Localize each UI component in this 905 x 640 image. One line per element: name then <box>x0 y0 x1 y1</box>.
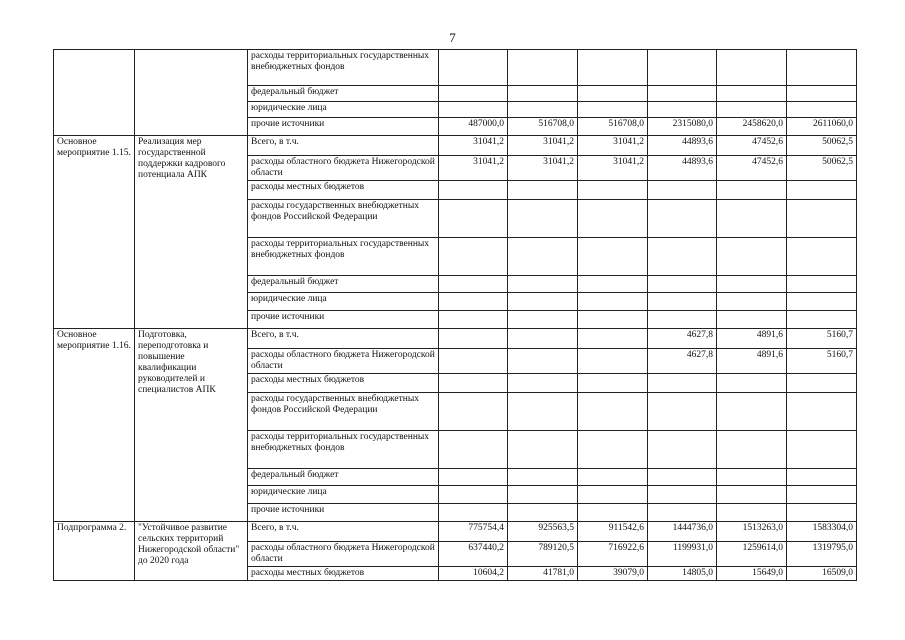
funding-source-label: расходы государственных внебюджетных фондов Российской Федерации <box>248 200 439 238</box>
funding-source-label: Всего, в т.ч. <box>248 522 439 542</box>
value-cell: 716922,6 <box>578 542 648 567</box>
funding-source-label: расходы территориальных государственных внебюджетных фондов <box>248 431 439 469</box>
value-cell <box>439 200 508 238</box>
value-cell <box>578 238 648 276</box>
value-cell <box>787 486 857 504</box>
value-cell <box>787 276 857 293</box>
value-cell <box>787 393 857 431</box>
value-cell <box>578 86 648 102</box>
value-cell <box>648 311 717 329</box>
funding-source-label: юридические лица <box>248 486 439 504</box>
value-cell: 1259614,0 <box>717 542 787 567</box>
value-cell <box>578 349 648 374</box>
funding-source-label: прочие источники <box>248 504 439 522</box>
funding-source-label: федеральный бюджет <box>248 86 439 102</box>
value-cell: 39079,0 <box>578 567 648 581</box>
value-cell <box>439 102 508 118</box>
value-cell <box>717 276 787 293</box>
funding-source-label: расходы территориальных государственных внебюджетных фондов <box>248 50 439 86</box>
value-cell <box>508 102 578 118</box>
value-cell <box>439 50 508 86</box>
value-cell: 775754,4 <box>439 522 508 542</box>
value-cell <box>578 293 648 311</box>
value-cell: 516708,0 <box>508 118 578 136</box>
value-cell <box>508 200 578 238</box>
value-cell <box>508 486 578 504</box>
value-cell <box>717 504 787 522</box>
funding-source-label: расходы областного бюджета Нижегородской области <box>248 542 439 567</box>
value-cell <box>578 311 648 329</box>
value-cell <box>508 469 578 486</box>
funding-source-label: расходы областного бюджета Нижегородской области <box>248 349 439 374</box>
activity-code: Основное мероприятие 1.16. <box>54 329 135 522</box>
value-cell: 1444736,0 <box>648 522 717 542</box>
value-cell <box>439 469 508 486</box>
value-cell: 2315080,0 <box>648 118 717 136</box>
activity-title: Подготовка, переподготовка и повышение квалификации руководителей и специалистов АПК <box>135 329 248 522</box>
value-cell <box>439 393 508 431</box>
value-cell: 47452,6 <box>717 156 787 181</box>
value-cell <box>508 329 578 349</box>
activity-title: Реализация мер государственной поддержки кадрового потенциала АПК <box>135 136 248 329</box>
activity-title-cell <box>135 50 248 136</box>
value-cell <box>439 504 508 522</box>
table-row <box>54 522 857 542</box>
value-cell <box>578 374 648 393</box>
activity-code: Основное мероприятие 1.15. <box>54 136 135 329</box>
value-cell <box>787 431 857 469</box>
funding-source-label: Всего, в т.ч. <box>248 136 439 156</box>
value-cell <box>717 431 787 469</box>
value-cell: 1513263,0 <box>717 522 787 542</box>
value-cell: 4627,8 <box>648 349 717 374</box>
value-cell <box>439 238 508 276</box>
value-cell: 31041,2 <box>439 136 508 156</box>
value-cell <box>439 374 508 393</box>
table-row <box>54 50 857 86</box>
value-cell: 2458620,0 <box>717 118 787 136</box>
value-cell: 5160,7 <box>787 329 857 349</box>
value-cell <box>439 293 508 311</box>
value-cell <box>717 200 787 238</box>
value-cell <box>508 504 578 522</box>
funding-source-label: юридические лица <box>248 293 439 311</box>
value-cell <box>439 86 508 102</box>
value-cell <box>717 486 787 504</box>
value-cell: 4891,6 <box>717 349 787 374</box>
value-cell <box>648 374 717 393</box>
value-cell <box>578 50 648 86</box>
value-cell <box>578 200 648 238</box>
value-cell <box>648 469 717 486</box>
value-cell <box>717 102 787 118</box>
funding-source-label: федеральный бюджет <box>248 276 439 293</box>
funding-source-label: расходы местных бюджетов <box>248 374 439 393</box>
value-cell <box>717 293 787 311</box>
value-cell: 4627,8 <box>648 329 717 349</box>
funding-source-label: расходы областного бюджета Нижегородской области <box>248 156 439 181</box>
value-cell <box>439 349 508 374</box>
value-cell <box>439 486 508 504</box>
value-cell <box>508 393 578 431</box>
value-cell <box>787 86 857 102</box>
funding-source-label: прочие источники <box>248 311 439 329</box>
value-cell: 4891,6 <box>717 329 787 349</box>
value-cell <box>578 469 648 486</box>
value-cell <box>787 311 857 329</box>
value-cell <box>508 293 578 311</box>
value-cell <box>578 276 648 293</box>
value-cell <box>578 102 648 118</box>
value-cell <box>787 374 857 393</box>
value-cell: 1319795,0 <box>787 542 857 567</box>
value-cell <box>578 181 648 200</box>
value-cell <box>717 311 787 329</box>
funding-source-label: юридические лица <box>248 102 439 118</box>
value-cell <box>508 181 578 200</box>
value-cell <box>648 238 717 276</box>
value-cell: 637440,2 <box>439 542 508 567</box>
value-cell <box>717 374 787 393</box>
value-cell <box>787 181 857 200</box>
value-cell: 44893,6 <box>648 156 717 181</box>
funding-source-label: прочие источники <box>248 118 439 136</box>
value-cell <box>787 200 857 238</box>
value-cell: 31041,2 <box>508 156 578 181</box>
value-cell: 41781,0 <box>508 567 578 581</box>
value-cell <box>787 238 857 276</box>
activity-title: "Устойчивое развитие сельских территорий Нижегородской области" до 2020 года <box>135 522 248 581</box>
value-cell: 789120,5 <box>508 542 578 567</box>
value-cell <box>578 504 648 522</box>
value-cell <box>717 181 787 200</box>
value-cell: 911542,6 <box>578 522 648 542</box>
value-cell <box>439 431 508 469</box>
value-cell <box>439 181 508 200</box>
value-cell <box>717 469 787 486</box>
value-cell <box>648 393 717 431</box>
value-cell <box>717 50 787 86</box>
budget-table <box>53 49 857 581</box>
value-cell: 10604,2 <box>439 567 508 581</box>
table-row <box>54 136 857 156</box>
value-cell: 14805,0 <box>648 567 717 581</box>
value-cell <box>648 50 717 86</box>
value-cell: 50062,5 <box>787 156 857 181</box>
value-cell <box>578 486 648 504</box>
value-cell: 1199931,0 <box>648 542 717 567</box>
value-cell: 2611060,0 <box>787 118 857 136</box>
value-cell <box>439 276 508 293</box>
value-cell <box>648 181 717 200</box>
value-cell <box>508 311 578 329</box>
value-cell <box>648 86 717 102</box>
value-cell: 516708,0 <box>578 118 648 136</box>
value-cell <box>439 329 508 349</box>
value-cell <box>578 393 648 431</box>
value-cell: 31041,2 <box>508 136 578 156</box>
value-cell <box>578 329 648 349</box>
value-cell: 487000,0 <box>439 118 508 136</box>
value-cell <box>508 50 578 86</box>
value-cell <box>508 349 578 374</box>
value-cell: 1583304,0 <box>787 522 857 542</box>
value-cell: 31041,2 <box>578 136 648 156</box>
value-cell <box>578 431 648 469</box>
value-cell <box>717 393 787 431</box>
value-cell <box>717 86 787 102</box>
value-cell: 47452,6 <box>717 136 787 156</box>
value-cell <box>508 276 578 293</box>
value-cell <box>648 504 717 522</box>
value-cell <box>787 50 857 86</box>
value-cell <box>648 486 717 504</box>
value-cell <box>648 293 717 311</box>
activity-code: Подпрограмма 2. <box>54 522 135 581</box>
value-cell <box>508 374 578 393</box>
activity-code-cell <box>54 50 135 136</box>
value-cell: 31041,2 <box>578 156 648 181</box>
value-cell: 50062,5 <box>787 136 857 156</box>
value-cell <box>787 102 857 118</box>
value-cell <box>787 469 857 486</box>
value-cell: 44893,6 <box>648 136 717 156</box>
value-cell <box>787 504 857 522</box>
value-cell <box>508 431 578 469</box>
funding-source-label: расходы местных бюджетов <box>248 181 439 200</box>
value-cell: 925563,5 <box>508 522 578 542</box>
value-cell <box>648 431 717 469</box>
value-cell: 31041,2 <box>439 156 508 181</box>
value-cell <box>787 293 857 311</box>
value-cell <box>439 311 508 329</box>
value-cell <box>648 102 717 118</box>
funding-source-label: расходы государственных внебюджетных фондов Российской Федерации <box>248 393 439 431</box>
funding-source-label: расходы местных бюджетов <box>248 567 439 581</box>
value-cell <box>717 238 787 276</box>
funding-source-label: федеральный бюджет <box>248 469 439 486</box>
funding-source-label: Всего, в т.ч. <box>248 329 439 349</box>
value-cell <box>648 200 717 238</box>
page-number: 7 <box>449 30 456 45</box>
value-cell <box>508 86 578 102</box>
value-cell <box>508 238 578 276</box>
funding-source-label: расходы территориальных государственных внебюджетных фондов <box>248 238 439 276</box>
table-row <box>54 329 857 349</box>
value-cell: 5160,7 <box>787 349 857 374</box>
value-cell: 16509,0 <box>787 567 857 581</box>
value-cell <box>648 276 717 293</box>
value-cell: 15649,0 <box>717 567 787 581</box>
